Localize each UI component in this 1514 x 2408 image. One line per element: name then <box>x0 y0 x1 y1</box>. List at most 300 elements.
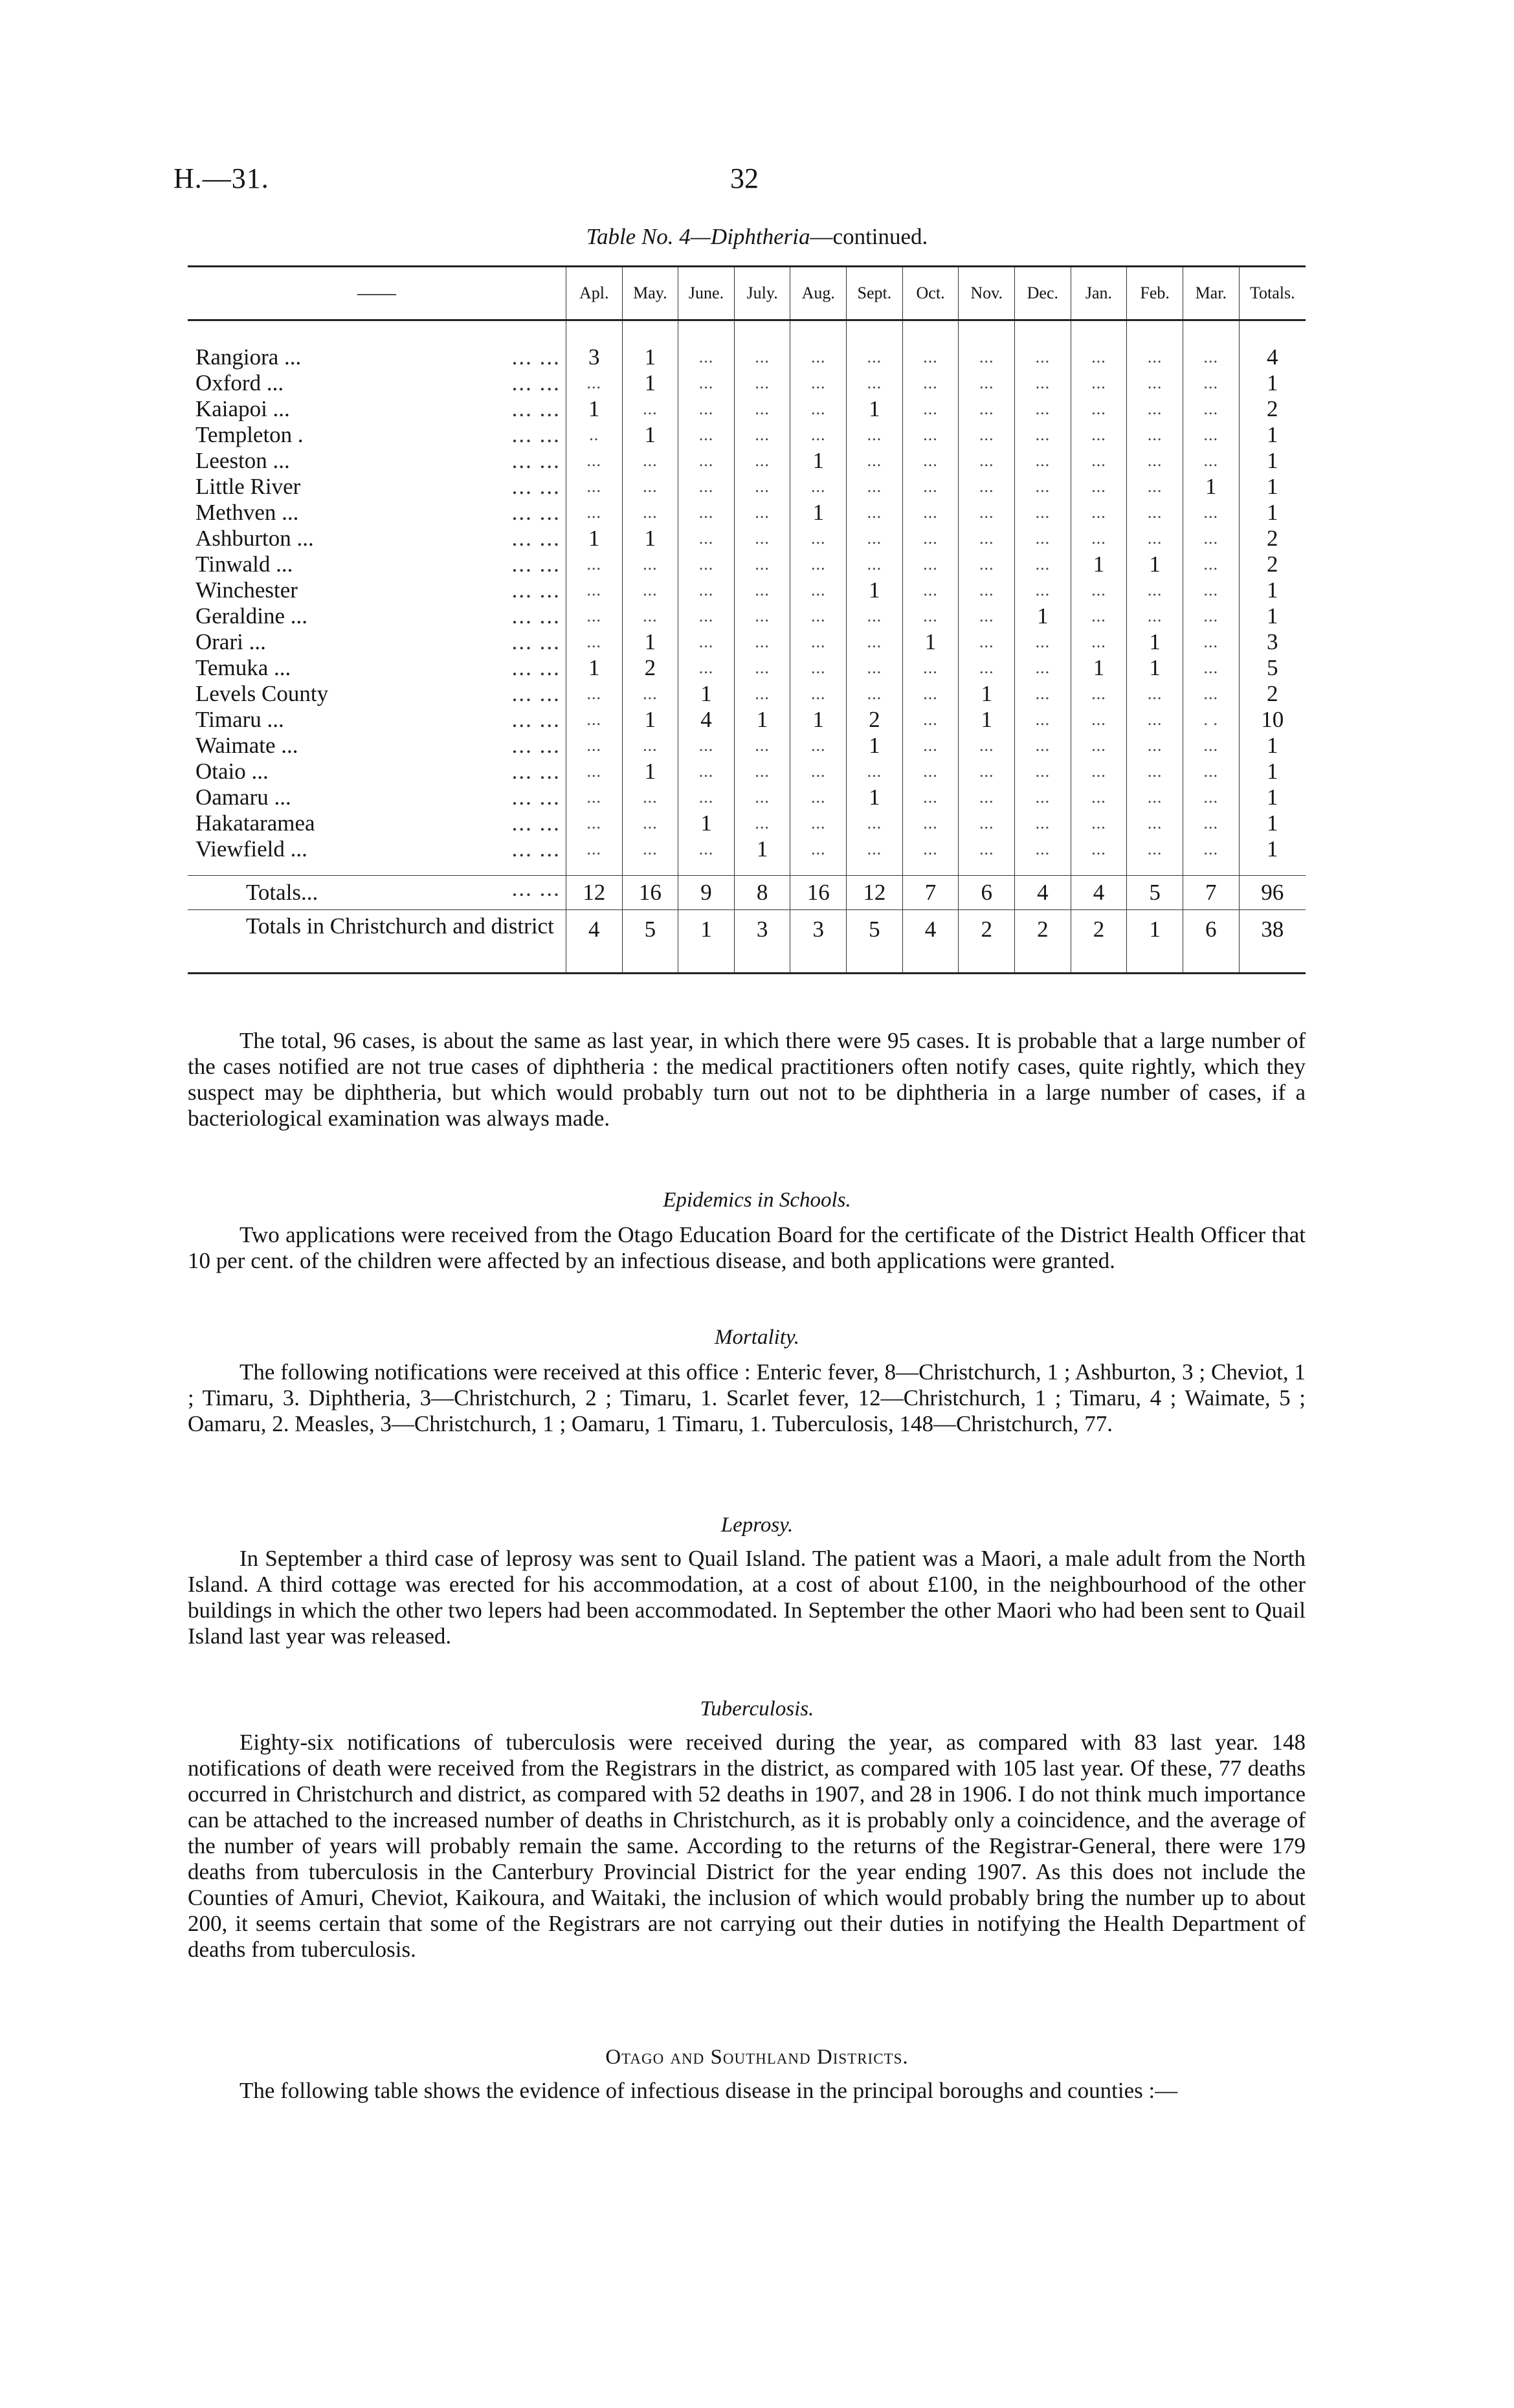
month-value: ... <box>902 603 959 629</box>
month-value: 1 <box>734 707 790 733</box>
table-row <box>188 577 1306 603</box>
leader-dots: ... ... <box>511 344 561 370</box>
row-total: 1 <box>1239 603 1306 629</box>
spacer-cell <box>566 862 622 876</box>
month-value: ... <box>1183 785 1239 810</box>
place-name <box>188 396 566 422</box>
month-value: ... <box>1183 448 1239 474</box>
month-value: ... <box>959 474 1015 500</box>
row-total: 1 <box>1239 733 1306 759</box>
row-total: 1 <box>1239 836 1306 862</box>
leader-dots: ... ... <box>511 577 561 603</box>
place-label: Oxford ... <box>195 370 284 396</box>
month-value: ... <box>1127 526 1183 552</box>
month-value: ... <box>678 577 735 603</box>
month-value: ... <box>902 448 959 474</box>
epidemics-heading: Epidemics in Schools. <box>663 1188 851 1212</box>
month-value: ... <box>902 681 959 707</box>
month-value: ... <box>1127 474 1183 500</box>
month-value: ... <box>847 836 903 862</box>
month-value: ... <box>1183 836 1239 862</box>
month-value: ... <box>902 552 959 577</box>
header-month: May. <box>622 267 678 320</box>
tuberculosis-text: Eighty-six notifications of tuberculosis were received during the year, as compared with 83 last year. 148 notifications of death were received from the Registrars in the district, as compared with 105 last year. Of these, 77 deaths occurred in Christchurch and district, as compared with 52 deaths in 1907, and 28 in 1906. I do not think much importance can be attached to the increased number of deaths in Christchurch, as it is probably only a coincidence, and the average of the number of years will probably remain the same. According to the returns of the Registrar-General, there were 179 deaths from tuberculosis in the Canterbury Provincial District for the year ending 1907. As this does not include the Counties of Amuri, Cheviot, Kaikoura, and Waitaki, the inclusion of which would probably bring the number up to about 200, it seems certain that some of the Registrars are not carrying out their duties in notifying the Health Department of deaths from tuberculosis. <box>188 1730 1306 1962</box>
place-name <box>188 707 566 733</box>
month-value: 16 <box>622 876 678 910</box>
diphtheria-table <box>188 265 1306 974</box>
leader-dots: ... ... <box>511 836 561 862</box>
place-name <box>188 422 566 448</box>
month-value: ... <box>790 785 847 810</box>
month-value: ... <box>1071 526 1127 552</box>
month-value: ... <box>902 422 959 448</box>
place-label: Orari ... <box>195 629 266 654</box>
month-value: ... <box>622 733 678 759</box>
month-value: 6 <box>959 876 1015 910</box>
month-value: ... <box>734 681 790 707</box>
month-value: ... <box>566 629 622 655</box>
row-spacer <box>188 320 1306 345</box>
month-value: 1 <box>1127 910 1183 974</box>
month-value: ... <box>790 603 847 629</box>
leader-dots: ... ... <box>511 785 561 810</box>
month-value: 1 <box>622 344 678 370</box>
row-total: 2 <box>1239 681 1306 707</box>
month-value: ... <box>1015 810 1071 836</box>
month-value: ... <box>734 552 790 577</box>
month-value: ... <box>678 344 735 370</box>
place-label: Viewfield ... <box>195 836 307 862</box>
month-value: 1 <box>622 707 678 733</box>
spacer-cell <box>734 320 790 345</box>
month-value: ... <box>1071 577 1127 603</box>
otago-text: The following table shows the evidence of infectious disease in the principal boroughs and counties :— <box>239 2078 1178 2103</box>
month-value: ... <box>1071 785 1127 810</box>
month-value: ... <box>847 422 903 448</box>
table-row <box>188 681 1306 707</box>
month-value: 4 <box>566 910 622 974</box>
month-value: 6 <box>1183 910 1239 974</box>
month-value: ... <box>1127 785 1183 810</box>
month-value: ... <box>790 655 847 681</box>
month-value: 3 <box>790 910 847 974</box>
month-value: ... <box>622 785 678 810</box>
month-value: ... <box>959 422 1015 448</box>
month-value: ... <box>1071 810 1127 836</box>
place-label: Temuka ... <box>195 655 291 680</box>
row-total: 1 <box>1239 577 1306 603</box>
spacer-cell <box>188 320 566 345</box>
place-name <box>188 526 566 552</box>
header-month: Jan. <box>1071 267 1127 320</box>
month-value: ... <box>1183 810 1239 836</box>
month-value: ... <box>1015 759 1071 785</box>
spacer-cell <box>847 320 903 345</box>
place-name <box>188 733 566 759</box>
month-value: ... <box>1127 448 1183 474</box>
month-value: ... <box>734 629 790 655</box>
month-value: ... <box>790 552 847 577</box>
leader-dots: ... ... <box>511 396 561 421</box>
month-value: ... <box>1071 707 1127 733</box>
leader-dots: ... ... <box>511 552 561 577</box>
spacer-cell <box>622 862 678 876</box>
month-value: ... <box>959 396 1015 422</box>
place-label: Hakataramea <box>195 810 315 836</box>
month-value: 1 <box>847 577 903 603</box>
leader-dots: ... ... <box>511 370 561 396</box>
month-value: ... <box>622 603 678 629</box>
leader-dots: ... ... <box>511 681 561 706</box>
month-value: ... <box>1127 759 1183 785</box>
row-total: 1 <box>1239 500 1306 526</box>
month-value: ... <box>678 474 735 500</box>
place-name <box>188 681 566 707</box>
month-value: ... <box>566 370 622 396</box>
month-value: ... <box>1071 474 1127 500</box>
place-name <box>188 474 566 500</box>
month-value: ... <box>902 707 959 733</box>
leader-dots: ... ... <box>511 500 561 525</box>
place-name <box>188 603 566 629</box>
month-value: ... <box>678 370 735 396</box>
month-value: 1 <box>566 655 622 681</box>
month-value: ... <box>790 396 847 422</box>
place-name <box>188 759 566 785</box>
place-label: Methven ... <box>195 500 299 525</box>
month-value: ... <box>1071 681 1127 707</box>
month-value: ... <box>734 785 790 810</box>
month-value: ... <box>622 810 678 836</box>
month-value: 1 <box>678 681 735 707</box>
place-label: Little River <box>195 474 301 499</box>
month-value: ... <box>566 603 622 629</box>
intro-paragraph <box>188 1028 1306 1132</box>
table-header-row <box>188 267 1306 320</box>
header-month: Mar. <box>1183 267 1239 320</box>
month-value: ... <box>1071 733 1127 759</box>
month-value: ... <box>959 836 1015 862</box>
place-name <box>188 910 566 974</box>
month-value: ... <box>678 448 735 474</box>
month-value: ... <box>790 810 847 836</box>
month-value: ... <box>1015 526 1071 552</box>
spacer-cell <box>678 862 735 876</box>
row-total: 96 <box>1239 876 1306 910</box>
month-value: 1 <box>1127 629 1183 655</box>
month-value: ... <box>566 474 622 500</box>
month-value: ... <box>902 577 959 603</box>
month-value: ... <box>678 422 735 448</box>
place-name <box>188 785 566 810</box>
row-total: 1 <box>1239 810 1306 836</box>
header-place: —— <box>188 267 566 320</box>
month-value: 1 <box>1015 603 1071 629</box>
month-value: ... <box>1015 836 1071 862</box>
tuberculosis-heading: Tuberculosis. <box>700 1697 814 1721</box>
page-reference: H.—31. <box>173 162 269 194</box>
month-value: ... <box>902 526 959 552</box>
row-total: 10 <box>1239 707 1306 733</box>
month-value: ... <box>1183 577 1239 603</box>
place-label: Leeston ... <box>195 448 290 473</box>
month-value: 1 <box>790 707 847 733</box>
spacer-cell <box>678 320 735 345</box>
month-value: 1 <box>678 910 735 974</box>
month-value: 1 <box>622 422 678 448</box>
month-value: ... <box>959 759 1015 785</box>
header-month: Feb. <box>1127 267 1183 320</box>
month-value: ... <box>959 344 1015 370</box>
place-name <box>188 344 566 370</box>
month-value: 1 <box>678 810 735 836</box>
month-value: ... <box>566 552 622 577</box>
month-value: ... <box>1071 759 1127 785</box>
month-value: ... <box>1015 344 1071 370</box>
header-month: Aug. <box>790 267 847 320</box>
month-value: ... <box>678 759 735 785</box>
row-total: 1 <box>1239 370 1306 396</box>
leader-dots: ... ... <box>511 422 561 447</box>
month-value: ... <box>734 474 790 500</box>
month-value: ... <box>1183 733 1239 759</box>
month-value: ... <box>678 836 735 862</box>
month-value: ... <box>959 629 1015 655</box>
month-value: 9 <box>678 876 735 910</box>
month-value: ... <box>1127 707 1183 733</box>
month-value: ... <box>847 344 903 370</box>
leader-dots: ... ... <box>511 448 561 473</box>
leader-dots: ... ... <box>511 603 561 629</box>
month-value: ... <box>790 759 847 785</box>
leader-dots: ... ... <box>511 707 561 732</box>
month-value: ... <box>902 785 959 810</box>
header-totals: Totals. <box>1239 267 1306 320</box>
month-value: ... <box>1183 629 1239 655</box>
month-value: ... <box>790 422 847 448</box>
table-row <box>188 396 1306 422</box>
month-value: ... <box>734 422 790 448</box>
month-value: ... <box>790 629 847 655</box>
month-value: ... <box>734 733 790 759</box>
table-row <box>188 422 1306 448</box>
month-value: ... <box>959 655 1015 681</box>
month-value: ... <box>959 500 1015 526</box>
month-value: 12 <box>847 876 903 910</box>
month-value: ... <box>1071 500 1127 526</box>
month-value: ... <box>678 655 735 681</box>
month-value: ... <box>1015 707 1071 733</box>
spacer-cell <box>902 320 959 345</box>
month-value: ... <box>1183 422 1239 448</box>
month-value: ... <box>959 577 1015 603</box>
month-value: ... <box>902 474 959 500</box>
month-value: ... <box>1127 603 1183 629</box>
place-label: Otaio ... <box>195 759 269 784</box>
month-value: ... <box>734 448 790 474</box>
table-row <box>188 629 1306 655</box>
month-value: ... <box>678 552 735 577</box>
month-value: ... <box>847 759 903 785</box>
table-row <box>188 526 1306 552</box>
month-value: ... <box>1183 552 1239 577</box>
month-value: ... <box>1071 629 1127 655</box>
mortality-paragraph <box>188 1359 1306 1437</box>
table-row <box>188 785 1306 810</box>
table-row <box>188 448 1306 474</box>
month-value: ... <box>622 396 678 422</box>
month-value: 1 <box>902 629 959 655</box>
row-total: 1 <box>1239 474 1306 500</box>
month-value: ... <box>790 577 847 603</box>
spacer-cell <box>1071 320 1127 345</box>
place-label: Winchester <box>195 577 298 603</box>
month-value: ... <box>1015 681 1071 707</box>
table-row <box>188 655 1306 681</box>
row-total: 3 <box>1239 629 1306 655</box>
place-name <box>188 500 566 526</box>
epidemics-text: Two applications were received from the Otago Education Board for the certificate of the District Health Officer that 10 per cent. of the children were affected by an infectious disease, and both applications were granted. <box>188 1222 1306 1273</box>
month-value: ... <box>1183 344 1239 370</box>
month-value: ... <box>959 526 1015 552</box>
place-name <box>188 448 566 474</box>
month-value: ... <box>1071 344 1127 370</box>
month-value: ... <box>790 474 847 500</box>
spacer-cell <box>959 862 1015 876</box>
row-total: 1 <box>1239 785 1306 810</box>
place-label: Templeton . <box>195 422 304 447</box>
month-value: 16 <box>790 876 847 910</box>
month-value: ... <box>622 577 678 603</box>
month-value: 5 <box>847 910 903 974</box>
month-value: 8 <box>734 876 790 910</box>
month-value: ... <box>847 448 903 474</box>
month-value: ... <box>678 526 735 552</box>
month-value: ... <box>959 785 1015 810</box>
month-value: 1 <box>622 759 678 785</box>
month-value: 2 <box>1015 910 1071 974</box>
month-value: ... <box>1127 810 1183 836</box>
month-value: ... <box>566 500 622 526</box>
month-value: ... <box>678 603 735 629</box>
month-value: ... <box>959 603 1015 629</box>
month-value: 1 <box>734 836 790 862</box>
table-row <box>188 344 1306 370</box>
header-month: July. <box>734 267 790 320</box>
month-value: 1 <box>847 396 903 422</box>
month-value: ... <box>1183 681 1239 707</box>
month-value: ... <box>566 681 622 707</box>
month-value: ... <box>678 500 735 526</box>
mortality-heading: Mortality. <box>714 1326 800 1349</box>
table-row <box>188 810 1306 836</box>
month-value: ... <box>1071 603 1127 629</box>
month-value: 1 <box>1183 474 1239 500</box>
place-name <box>188 836 566 862</box>
month-value: ... <box>1127 681 1183 707</box>
header-month: Oct. <box>902 267 959 320</box>
month-value: ... <box>566 707 622 733</box>
month-value: ... <box>902 500 959 526</box>
totals-row <box>188 876 1306 910</box>
month-value: ... <box>1183 759 1239 785</box>
spacer-cell <box>1183 862 1239 876</box>
month-value: ... <box>566 577 622 603</box>
place-label: Geraldine ... <box>195 603 307 629</box>
month-value: ... <box>566 448 622 474</box>
spacer-cell <box>959 320 1015 345</box>
month-value: ... <box>790 681 847 707</box>
month-value: ... <box>1127 500 1183 526</box>
month-value: 1 <box>959 681 1015 707</box>
place-label: Ashburton ... <box>195 526 314 551</box>
month-value: ... <box>734 370 790 396</box>
spacer-cell <box>734 862 790 876</box>
month-value: 1 <box>790 448 847 474</box>
month-value: ... <box>566 785 622 810</box>
spacer-cell <box>1015 862 1071 876</box>
month-value: ... <box>1015 422 1071 448</box>
month-value: ... <box>847 681 903 707</box>
place-name <box>188 552 566 577</box>
caption-suffix: —continued. <box>810 224 928 249</box>
month-value: ... <box>902 810 959 836</box>
month-value: ... <box>847 603 903 629</box>
leader-dots: ... ... <box>511 629 561 654</box>
month-value: 1 <box>847 733 903 759</box>
month-value: 7 <box>902 876 959 910</box>
leprosy-heading: Leprosy. <box>720 1513 794 1537</box>
month-value: ... <box>678 396 735 422</box>
month-value: ... <box>847 655 903 681</box>
month-value: 4 <box>678 707 735 733</box>
month-value: ... <box>678 785 735 810</box>
leader-dots: ... ... <box>511 810 561 836</box>
month-value: ... <box>1015 370 1071 396</box>
month-value: 3 <box>566 344 622 370</box>
spacer-cell <box>188 862 566 876</box>
place-label: Rangiora ... <box>195 344 302 370</box>
month-value: ... <box>1015 577 1071 603</box>
month-value: ... <box>1183 526 1239 552</box>
month-value: ... <box>622 500 678 526</box>
month-value: ... <box>847 474 903 500</box>
caption-prefix: Table No. 4— <box>586 224 711 249</box>
month-value: ... <box>847 500 903 526</box>
month-value: ... <box>1127 577 1183 603</box>
month-value: ... <box>1127 396 1183 422</box>
spacer-cell <box>566 320 622 345</box>
table-row <box>188 552 1306 577</box>
month-value: ... <box>902 759 959 785</box>
table-row <box>188 474 1306 500</box>
page-number: 32 <box>730 162 759 194</box>
month-value: ... <box>959 370 1015 396</box>
leader-dots: ... ... <box>511 759 561 784</box>
caption-disease: Diphtheria <box>710 224 810 249</box>
month-value: 1 <box>1071 655 1127 681</box>
month-value: 5 <box>1127 876 1183 910</box>
header-month: Dec. <box>1015 267 1071 320</box>
month-value: ... <box>959 810 1015 836</box>
table-row <box>188 759 1306 785</box>
month-value: ... <box>1127 422 1183 448</box>
place-label: Waimate ... <box>195 733 298 758</box>
spacer-cell <box>622 320 678 345</box>
place-name <box>188 629 566 655</box>
spacer-cell <box>790 862 847 876</box>
month-value: ... <box>734 655 790 681</box>
